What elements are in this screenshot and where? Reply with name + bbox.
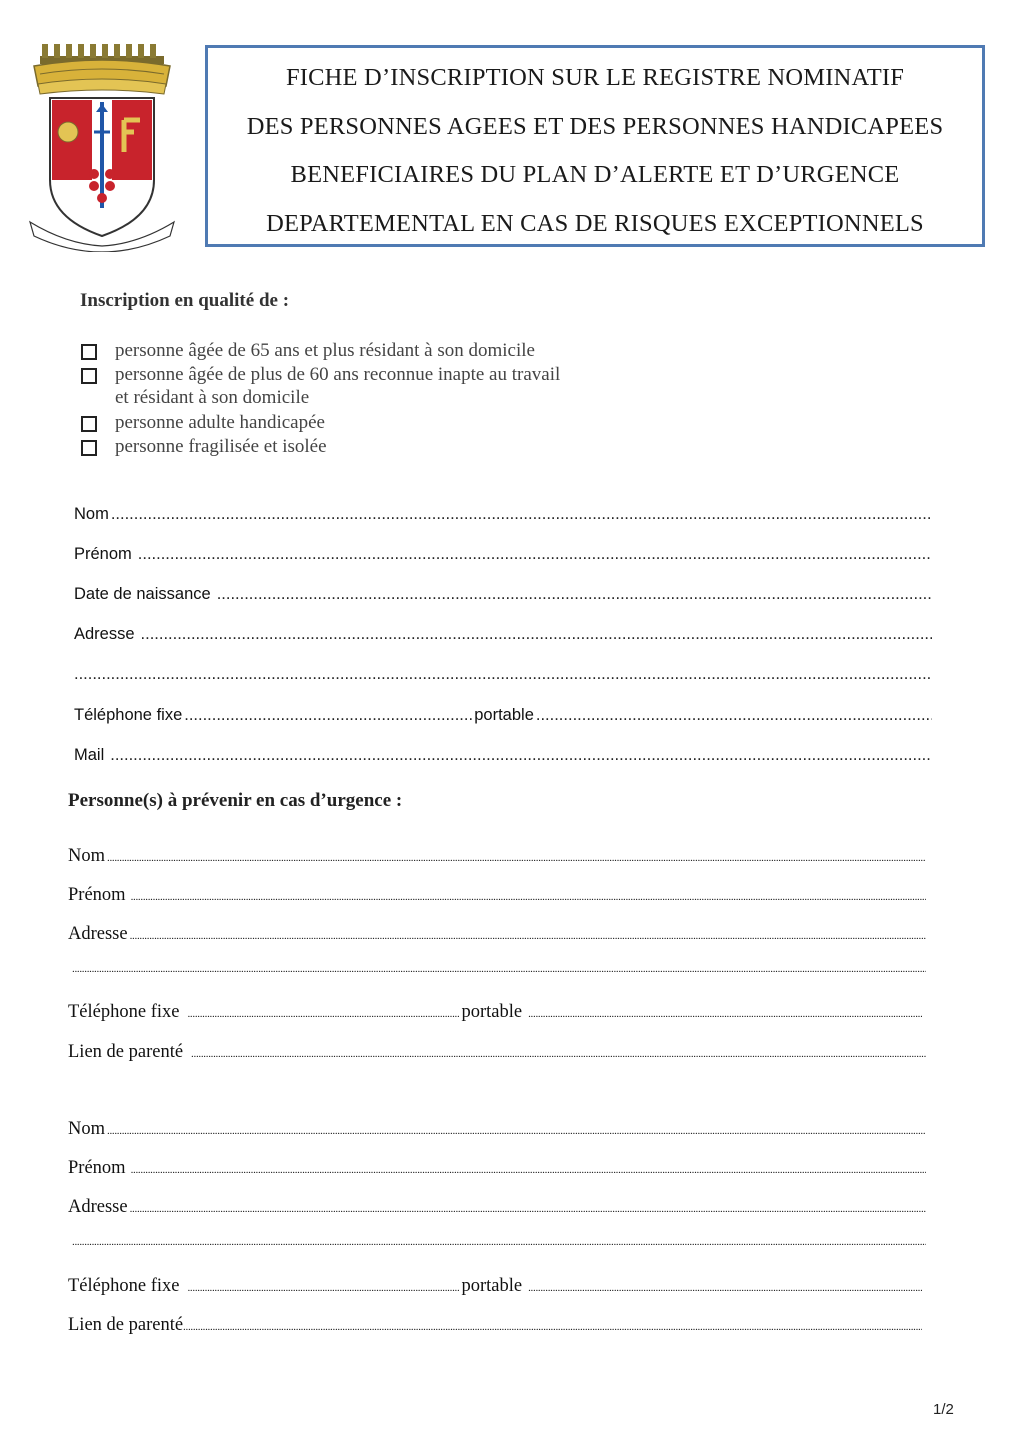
prenom-label: Prénom: [74, 545, 132, 563]
coat-of-arms-logo: [26, 40, 178, 252]
fill-line[interactable]: [131, 891, 926, 903]
nom-field[interactable]: [74, 505, 932, 524]
title-line-2: DES PERSONNES AGEES ET DES PERSONNES HANDICAPEES: [246, 113, 944, 140]
nom-label: Nom: [74, 505, 109, 523]
adresse-label: Adresse: [68, 1197, 128, 1217]
fill-line[interactable]: [536, 706, 932, 725]
fill-line[interactable]: [72, 1236, 926, 1248]
mail-field[interactable]: [74, 746, 932, 765]
option-label: personne adulte handicapée: [115, 412, 325, 433]
prenom-label: Prénom: [68, 1158, 126, 1178]
fill-line[interactable]: [110, 746, 932, 765]
emergency-heading: Personne(s) à prévenir en cas d’urgence :: [68, 790, 403, 811]
fill-line[interactable]: [74, 665, 932, 684]
telephone-fixe-label: Téléphone fixe: [68, 1276, 180, 1296]
option-label: personne âgée de 65 ans et plus résidant à son domicile: [115, 340, 535, 361]
title-line-4: DEPARTEMENTAL EN CAS DE RISQUES EXCEPTIONNELS: [266, 210, 924, 237]
contact-1-lien-field[interactable]: [68, 1042, 926, 1063]
telephone-field[interactable]: [74, 706, 932, 725]
shield-icon: [50, 98, 154, 236]
title-line-3: BENEFICIAIRES DU PLAN D’ALERTE ET D’URGENCE: [290, 161, 900, 188]
fill-line[interactable]: [111, 505, 932, 524]
adresse-line-2[interactable]: [74, 665, 932, 684]
contact-2-nom-field[interactable]: [68, 1119, 926, 1140]
contact-2-telephone-field[interactable]: [68, 1276, 922, 1297]
date-naissance-field[interactable]: [74, 585, 932, 604]
fill-line[interactable]: [72, 963, 926, 975]
contact-1-nom-field[interactable]: [68, 846, 926, 867]
fill-line[interactable]: [184, 706, 472, 725]
contact-2-prenom-field[interactable]: [68, 1158, 926, 1179]
title-box: [205, 45, 985, 247]
fill-line[interactable]: [187, 1282, 459, 1294]
crown-icon: [34, 44, 170, 94]
fill-line[interactable]: [107, 852, 926, 864]
lien-parente-label: Lien de parenté: [68, 1042, 184, 1062]
portable-label: portable: [474, 706, 534, 724]
nom-label: Nom: [68, 1119, 105, 1139]
fill-line[interactable]: [528, 1008, 922, 1020]
page-number: 1/2: [933, 1401, 954, 1418]
contact-1-telephone-field[interactable]: [68, 1002, 922, 1023]
contact-1-adresse-line-2[interactable]: [72, 963, 926, 975]
mail-label: Mail: [74, 746, 105, 764]
option-label-continuation: et résidant à son domicile: [115, 387, 310, 408]
option-label: personne âgée de plus de 60 ans reconnue inapte au travail: [115, 364, 561, 385]
contact-2-lien-field[interactable]: [68, 1315, 922, 1336]
contact-2-adresse-line-2[interactable]: [72, 1236, 926, 1248]
fill-line[interactable]: [191, 1048, 926, 1060]
fill-line[interactable]: [130, 930, 926, 942]
nom-label: Nom: [68, 846, 105, 866]
option-label: personne fragilisée et isolée: [115, 436, 327, 457]
adresse-label: Adresse: [68, 924, 128, 944]
fill-line[interactable]: [107, 1125, 926, 1137]
fill-line[interactable]: [183, 1321, 922, 1333]
portable-label: portable: [461, 1002, 523, 1022]
checkbox[interactable]: [81, 440, 97, 456]
qualification-heading: Inscription en qualité de :: [80, 290, 290, 311]
checkbox[interactable]: [81, 368, 97, 384]
fill-line[interactable]: [131, 1164, 926, 1176]
telephone-fixe-label: Téléphone fixe: [68, 1002, 180, 1022]
adresse-label: Adresse: [74, 625, 135, 643]
portable-label: portable: [461, 1276, 523, 1296]
contact-2-adresse-field[interactable]: [68, 1197, 926, 1218]
fill-line[interactable]: [141, 625, 932, 644]
fill-line[interactable]: [528, 1282, 922, 1294]
adresse-field[interactable]: [74, 625, 932, 644]
telephone-fixe-label: Téléphone fixe: [74, 706, 183, 724]
contact-1-adresse-field[interactable]: [68, 924, 926, 945]
title-line-1: FICHE D’INSCRIPTION SUR LE REGISTRE NOMINATIF: [285, 64, 905, 91]
prenom-field[interactable]: [74, 545, 932, 564]
checkbox[interactable]: [81, 344, 97, 360]
lien-parente-label: Lien de parenté: [68, 1315, 184, 1335]
date-naissance-label: Date de naissance: [74, 585, 211, 603]
fill-line[interactable]: [217, 585, 932, 604]
checkbox[interactable]: [81, 416, 97, 432]
fill-line[interactable]: [130, 1203, 926, 1215]
fill-line[interactable]: [187, 1008, 459, 1020]
contact-1-prenom-field[interactable]: [68, 885, 926, 906]
prenom-label: Prénom: [68, 885, 126, 905]
fill-line[interactable]: [138, 545, 932, 564]
